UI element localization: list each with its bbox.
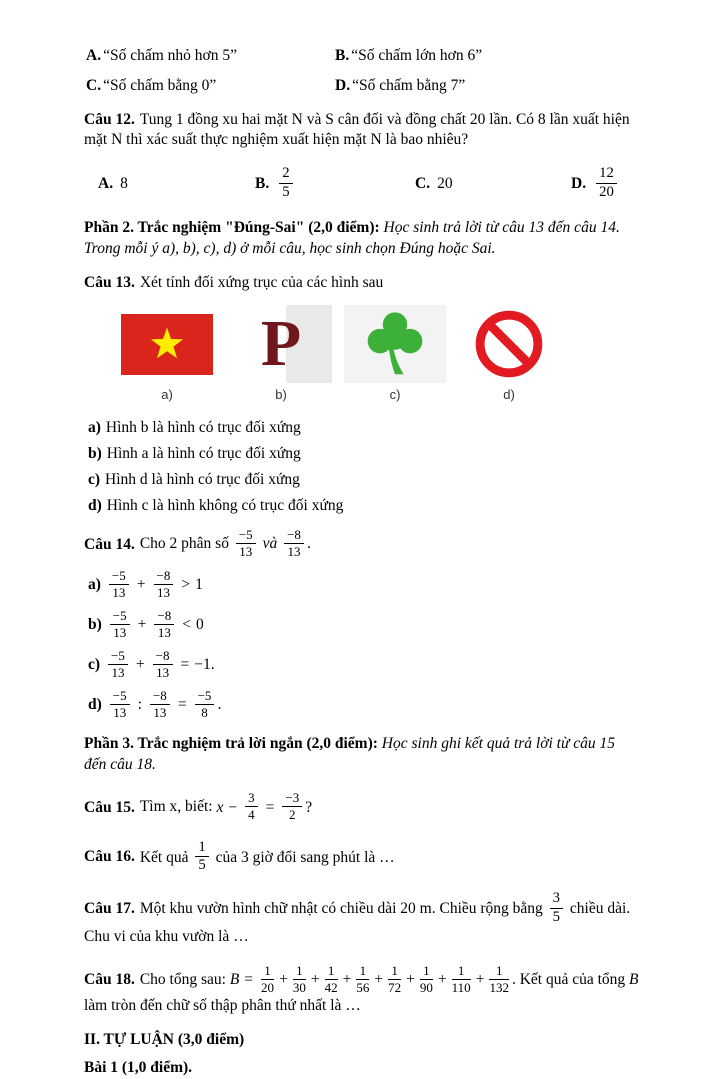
variable-B: B [229, 971, 240, 988]
q13-statement-a [84, 418, 641, 439]
figure-c [344, 305, 446, 402]
operator: + [135, 655, 145, 673]
part3-heading [84, 734, 641, 776]
fraction: $\frac{-5}{13}$ [110, 609, 130, 640]
fraction: $\frac{1}{110}$ [451, 962, 471, 995]
statement-text: Hình c là hình không có trục đối xứng [106, 496, 344, 514]
option-a-label: A. [98, 174, 114, 192]
figure-a-label: a) [161, 387, 173, 403]
statement-text: Hình d là hình có trục đối xứng [105, 470, 300, 488]
q13-statement-d [84, 496, 641, 517]
q12-label: Câu 12. [84, 110, 135, 128]
q18-pre: Cho tổng sau: [139, 971, 226, 988]
fraction: $\frac{-8}{13}$ [154, 569, 174, 600]
relation: = [177, 695, 187, 713]
statement-label: c) [88, 470, 101, 488]
bai1-heading: Bài 1 (1,0 điểm). [84, 1059, 193, 1077]
fraction: $\frac{-8}{13}$ [154, 609, 174, 640]
fraction: $\frac{1}{132}$ [489, 962, 509, 995]
q13-statement-b [84, 444, 641, 465]
fraction: $\frac{-8}{13}$ [150, 689, 170, 720]
q13-statement-c [84, 470, 641, 491]
figure-c-label: c) [389, 387, 401, 403]
fraction: $\frac{-8}{13}$ [153, 649, 173, 680]
no-entry-icon [472, 307, 546, 381]
plus-sign: + [406, 971, 415, 988]
q12-options-row [84, 163, 641, 205]
q16-pre: Kết quả [139, 848, 189, 866]
q12-option-c [415, 174, 571, 195]
q16-label: Câu 16. [84, 848, 135, 866]
figure-d-label: d) [503, 387, 515, 403]
q11-option-d [335, 76, 641, 97]
q13-question [84, 273, 641, 294]
q15-question [84, 792, 641, 823]
operator: : [137, 695, 142, 713]
option-a-text: “Số chấm nhỏ hơn 5” [103, 47, 237, 64]
fraction: $\frac{-3}{2}$ [282, 791, 302, 822]
q15-label: Câu 15. [84, 798, 135, 816]
clover-image [344, 305, 446, 383]
q11-options-row-1 [84, 46, 641, 67]
figure-d [458, 305, 560, 402]
rhs-value: −1. [194, 655, 215, 673]
fraction: $\frac{1}{5}$ [195, 840, 208, 875]
option-c-text: “Số chấm bằng 0” [103, 76, 217, 94]
relation: < [182, 615, 192, 633]
plus-sign: + [374, 971, 384, 988]
q18-question [84, 962, 641, 1017]
letter-p-glyph: P [260, 307, 302, 381]
q12-option-b [255, 164, 415, 202]
fraction: $\frac{1}{72}$ [388, 962, 402, 995]
statement-label: d) [88, 496, 102, 514]
statement-tail: . [217, 695, 222, 713]
option-c-label: C. [415, 174, 431, 192]
option-c-label: C. [86, 76, 102, 94]
q12-question [84, 110, 641, 152]
q18-sum-expression [229, 962, 512, 996]
q15-pre: Tìm x, biết: [139, 798, 213, 816]
q14-label: Câu 14. [84, 535, 135, 553]
q14-statement-c [84, 647, 641, 681]
letter-p-image [230, 305, 332, 383]
q16-post: của 3 giờ đổi sang phút là … [215, 848, 395, 866]
option-a-value: 8 [120, 174, 128, 192]
q13-label: Câu 13. [84, 273, 135, 291]
fraction: $\frac{1}{42}$ [324, 962, 338, 995]
q14-statement-d [84, 687, 641, 721]
vietnam-flag-image [116, 305, 218, 383]
option-d-label: D. [571, 174, 587, 192]
option-d-text: “Số chấm bằng 7” [352, 76, 466, 94]
option-b-label: B. [335, 47, 350, 64]
relation: = [180, 655, 190, 673]
statement-text: Hình b là hình có trục đối xứng [105, 419, 301, 437]
fraction: $\frac{-8}{13}$ [284, 528, 304, 559]
q12-option-a [98, 174, 255, 195]
q18-mid: . Kết quả của tổng [511, 971, 626, 988]
q12-option-d [571, 164, 641, 202]
q11-option-b [335, 46, 641, 67]
part2-title: Phần 2. Trắc nghiệm "Đúng-Sai" (2,0 điểm): [84, 219, 380, 237]
clover-icon [359, 307, 431, 381]
fraction: $\frac{3}{5}$ [550, 891, 563, 926]
part2-heading [84, 218, 641, 260]
statement-label: a) [88, 575, 101, 593]
fraction: $\frac{3}{4}$ [245, 791, 258, 822]
q14-statement-a [84, 567, 641, 601]
rhs-value: 0 [196, 615, 204, 633]
plus-sign: + [279, 971, 288, 988]
section2-title: II. TỰ LUẬN (3,0 điểm) [84, 1030, 245, 1048]
fraction: $\frac{-5}{13}$ [110, 689, 130, 720]
q18-post: làm tròn đến chữ số thập phân thứ nhất là … [84, 996, 361, 1014]
question-mark: ? [305, 798, 313, 816]
q14-end: . [306, 535, 311, 553]
statement-label: b) [88, 445, 102, 463]
fraction: $\frac{1}{30}$ [292, 962, 306, 995]
option-b-text: “Số chấm lớn hơn 6” [351, 47, 483, 64]
minus-sign: − [228, 798, 238, 816]
q13-figures-row [116, 305, 641, 402]
part2-instructions: Học sinh trả lời từ câu 13 đến câu 14. Trong mỗi ý a), b), c), d) ở mỗi câu, học sinh chọn Đúng hoặc Sai. [84, 219, 620, 257]
fraction: $\frac{1}{20}$ [261, 962, 275, 995]
part3-title: Phần 3. Trắc nghiệm trả lời ngắn (2,0 điểm): [84, 734, 378, 752]
fraction: $\frac{-5}{13}$ [236, 528, 256, 559]
equals-sign: = [265, 798, 275, 816]
fraction: $\frac{-5}{8}$ [195, 689, 215, 720]
q13-text: Xét tính đối xứng trục của các hình sau [139, 273, 384, 291]
figure-a [116, 305, 218, 402]
statement-text: Hình a là hình có trục đối xứng [106, 445, 301, 463]
q14-pre: Cho 2 phân số [139, 535, 229, 553]
no-entry-sign-image [458, 305, 560, 383]
q14-va: và [262, 535, 278, 553]
fraction: $\frac{-5}{13}$ [109, 569, 129, 600]
vietnam-flag-icon [121, 314, 213, 375]
q18-label: Câu 18. [84, 971, 135, 988]
option-a-label: A. [86, 47, 102, 64]
fraction: $\frac{2}{5}$ [279, 166, 292, 201]
statement-label: c) [88, 655, 101, 673]
q12-text: Tung 1 đồng xu hai mặt N và S cân đối và đồng chất 20 lần. Có 8 lần xuất hiện mặt N thì xác suất thực nghiệm xuất hiện mặt N là bao nhiêu? [84, 110, 630, 149]
plus-sign: + [342, 971, 352, 988]
q14-question [84, 529, 641, 560]
figure-b [230, 305, 332, 402]
q15-equation [216, 792, 312, 823]
q11-option-c [86, 76, 335, 97]
statement-label: b) [88, 615, 102, 633]
operator: + [137, 615, 147, 633]
q17-question [84, 892, 641, 948]
variable-B: B [629, 971, 639, 988]
q16-question [84, 838, 641, 876]
q17-label: Câu 17. [84, 900, 135, 918]
statement-label: d) [88, 695, 102, 713]
q11-options-row-2 [84, 76, 641, 97]
fraction: $\frac{1}{90}$ [419, 962, 433, 995]
plus-sign: + [310, 971, 320, 988]
equals-sign: = [244, 971, 254, 988]
relation: > [181, 575, 191, 593]
q14-statement-b [84, 607, 641, 641]
option-b-label: B. [255, 174, 270, 192]
q17-post: chiều dài. Chu vi của khu vườn là … [84, 900, 631, 946]
plus-sign: + [437, 971, 447, 988]
statement-label: a) [88, 419, 101, 437]
figure-b-label: b) [275, 387, 287, 403]
fraction: $\frac{1}{56}$ [356, 962, 370, 995]
rhs-value: 1 [195, 575, 203, 593]
part3-instructions: Học sinh ghi kết quả trả lời từ câu 15 đến câu 18. [84, 734, 616, 773]
fraction: $\frac{-5}{13}$ [108, 649, 128, 680]
q17-pre: Một khu vườn hình chữ nhật có chiều dài 20 m. Chiều rộng bằng [139, 900, 543, 918]
variable-x: x [216, 798, 224, 816]
operator: + [136, 575, 146, 593]
option-c-value: 20 [437, 174, 453, 192]
q11-option-a [86, 46, 335, 67]
fraction: $\frac{12}{20}$ [596, 166, 617, 201]
option-d-label: D. [335, 76, 351, 94]
plus-sign: + [475, 971, 485, 988]
